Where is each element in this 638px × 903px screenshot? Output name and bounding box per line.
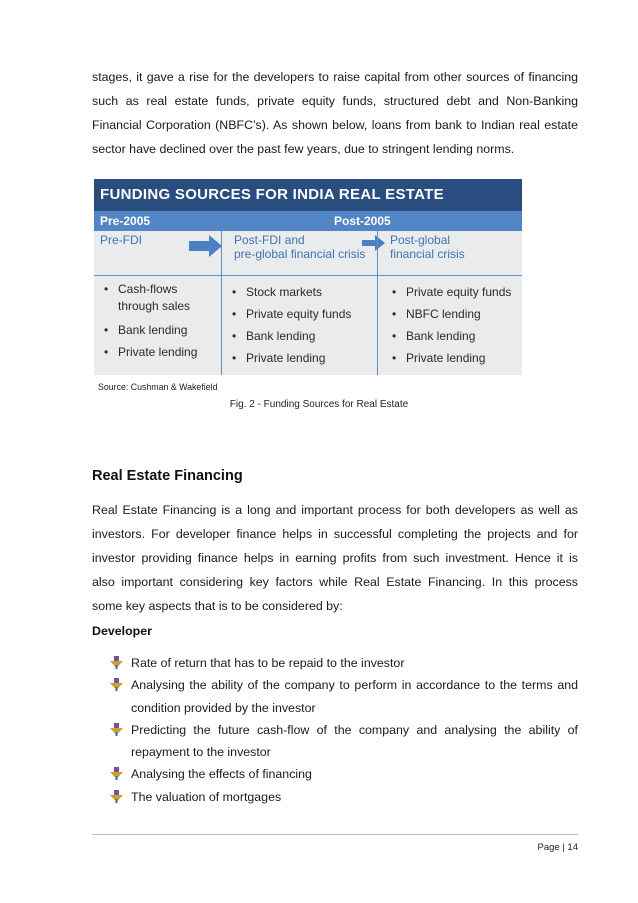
funding-source-label: Bank lending xyxy=(118,323,188,337)
funding-source-label: NBFC lending xyxy=(406,307,481,321)
bullet-dot-icon: • xyxy=(104,282,109,296)
list-item xyxy=(110,763,578,785)
figure-caption: Fig. 2 - Funding Sources for Real Estate xyxy=(229,399,409,410)
funding-source-label: Private equity funds xyxy=(406,285,512,299)
phase-pre-fdi xyxy=(100,233,142,247)
bullet-dot-icon: • xyxy=(104,323,109,337)
section-line: some key aspects that is to be considered by: xyxy=(92,599,343,613)
bullet-dot-icon: • xyxy=(232,307,237,321)
list-item-text: repayment to the investor xyxy=(131,745,271,760)
list-item-text: Predicting the future cash-flow of the company and analysing the ability of xyxy=(131,722,578,737)
arrow-down-bullet-icon xyxy=(110,790,123,803)
phase-post-global xyxy=(390,233,465,261)
list-item xyxy=(110,719,578,764)
funding-source-item xyxy=(228,281,382,303)
intro-line: stages, it gave a rise for the developers to raise capital from other sources of financing xyxy=(92,70,578,84)
bullet-dot-icon: • xyxy=(104,345,109,359)
phase-label: Post-global xyxy=(390,233,451,247)
bullet-dot-icon: • xyxy=(392,307,397,321)
funding-source-item xyxy=(100,281,218,319)
funding-source-label: Private lending xyxy=(246,351,326,365)
list-item-text: The valuation of mortgages xyxy=(131,789,282,804)
figure-period-bar xyxy=(94,211,522,231)
bullet-dot-icon: • xyxy=(232,285,237,299)
post-2005-label: Post-2005 xyxy=(334,214,391,228)
list-item-text: Analysing the effects of financing xyxy=(131,767,312,782)
funding-sources-figure xyxy=(94,179,522,375)
section-line: investor providing finance helps in earning profits from such investment. Hence it is xyxy=(92,551,578,565)
funding-source-label: Bank lending xyxy=(406,329,476,343)
page-number: Page | 14 xyxy=(537,842,578,853)
list-item xyxy=(110,674,578,719)
column-pre-fdi xyxy=(100,281,228,363)
list-item-text: Rate of return that has to be repaid to the investor xyxy=(131,656,405,670)
list-item xyxy=(110,786,578,808)
funding-source-label: Private equity funds xyxy=(246,307,352,321)
pre-2005-label: Pre-2005 xyxy=(100,214,151,228)
funding-source-item xyxy=(388,303,522,325)
row-divider xyxy=(94,275,522,276)
funding-source-item xyxy=(100,341,228,363)
funding-source-label: Private lending xyxy=(118,345,198,359)
intro-paragraph xyxy=(92,65,578,161)
bullet-dot-icon: • xyxy=(392,329,397,343)
phase-arrow-icon xyxy=(362,235,386,251)
column-post-fdi xyxy=(228,281,382,369)
figure-title: FUNDING SOURCES FOR INDIA REAL ESTATE xyxy=(94,179,522,211)
section-heading: Real Estate Financing xyxy=(92,468,243,484)
funding-source-item xyxy=(228,303,382,325)
section-line: also important considering key factors while Real Estate Financing. In this process xyxy=(92,575,578,589)
bullet-dot-icon: • xyxy=(392,285,397,299)
column-post-global xyxy=(388,281,522,369)
phase-post-fdi xyxy=(234,233,365,261)
developer-subheading: Developer xyxy=(92,624,152,638)
phase-label: financial crisis xyxy=(390,247,465,261)
arrow-down-bullet-icon xyxy=(110,678,123,691)
bullet-dot-icon: • xyxy=(232,351,237,365)
figure-source: Source: Cushman & Wakefield xyxy=(98,382,218,392)
arrow-down-bullet-icon xyxy=(110,767,123,780)
phase-arrow-icon xyxy=(189,235,223,257)
funding-source-item xyxy=(228,325,382,347)
section-line: investors. For developer finance helps in successful completing the projects and for xyxy=(92,527,578,541)
funding-source-item xyxy=(228,347,382,369)
intro-line: Financial Corporation (NBFC’s). As shown below, loans from bank to Indian real estate xyxy=(92,118,578,132)
list-item-text: Analysing the ability of the company to perform in accordance to the terms and xyxy=(131,678,578,693)
funding-source-label: Private lending xyxy=(406,351,486,365)
list-item-text: condition provided by the investor xyxy=(131,700,316,715)
arrow-down-bullet-icon xyxy=(110,723,123,736)
list-item xyxy=(110,652,578,674)
phase-label: Post-FDI and xyxy=(234,233,305,247)
intro-line: such as real estate funds, private equity funds, structured debt and Non-Banking xyxy=(92,94,578,108)
funding-source-item xyxy=(388,347,522,369)
funding-source-item xyxy=(388,281,522,303)
section-line: Real Estate Financing is a long and important process for both developers as well as xyxy=(92,503,578,517)
funding-source-label: Cash-flows through sales xyxy=(118,282,191,313)
bullet-dot-icon: • xyxy=(232,329,237,343)
phase-label: pre-global financial crisis xyxy=(234,247,366,261)
developer-bullet-list xyxy=(110,652,578,808)
bullet-dot-icon: • xyxy=(392,351,397,365)
funding-source-label: Bank lending xyxy=(246,329,316,343)
funding-source-item xyxy=(100,319,228,341)
funding-source-label: Stock markets xyxy=(246,285,323,299)
footer-divider xyxy=(92,834,578,835)
intro-line: sector have declined over the past few years, due to stringent lending norms. xyxy=(92,142,515,156)
funding-source-item xyxy=(388,325,522,347)
arrow-down-bullet-icon xyxy=(110,656,123,669)
section-paragraph xyxy=(92,498,578,618)
phase-label: Pre-FDI xyxy=(100,233,142,247)
